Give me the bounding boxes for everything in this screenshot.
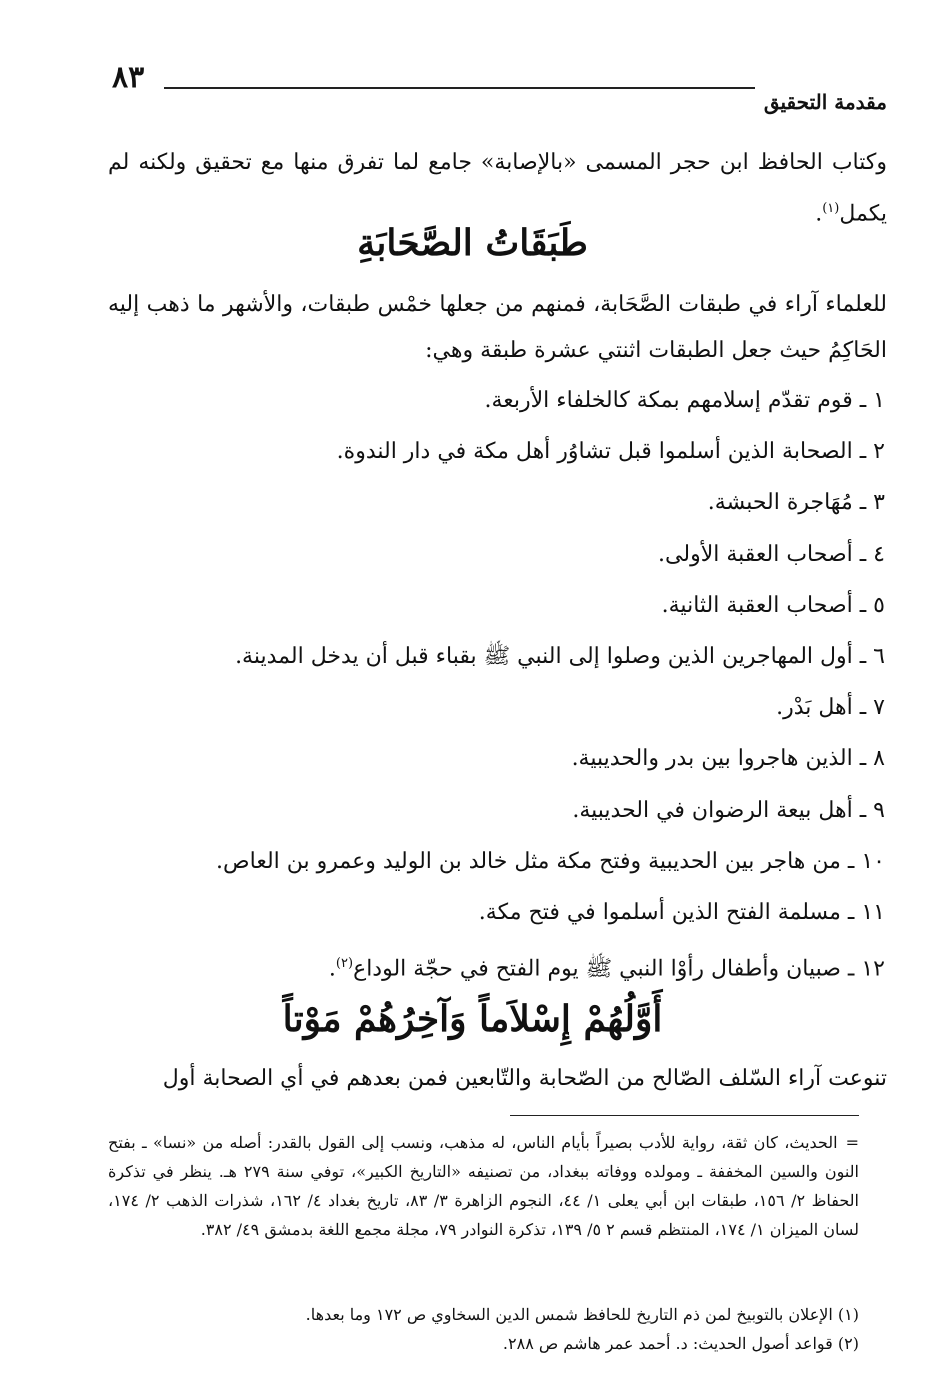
list-item: ٣ ـ مُهَاجرة الحبشة. <box>707 490 885 516</box>
footnote-separator <box>510 1115 859 1116</box>
list-item: ٢ ـ الصحابة الذين أسلموا قبل تشاوُر أهل مكة في دار الندوة. <box>336 439 885 465</box>
header-rule <box>164 87 755 89</box>
section-heading-tabaqat: طَبَقَاتُ الصَّحَابَةِ <box>357 222 588 264</box>
list-item: ٨ ـ الذين هاجروا بين بدر والحديبية. <box>571 746 885 772</box>
tabaqat-list <box>100 378 885 992</box>
section-heading-first-last: أَوَّلُهُمْ إِسْلاَماً وَآخِرُهُمْ مَوْتاً <box>282 998 663 1040</box>
running-title: مقدمة التحقيق <box>763 90 887 114</box>
intro-text: وكتاب الحافظ ابن حجر المسمى «بالإصابة» جامع لما تفرق منها مع تحقيق ولكنه لم يكمل <box>108 150 887 227</box>
list-item: ٥ ـ أصحاب العقبة الثانية. <box>661 592 885 618</box>
list-item: ٧ ـ أهل بَدْر. <box>776 695 885 721</box>
list-item: ٩ ـ أهل بيعة الرضوان في الحديبية. <box>572 797 885 823</box>
list-item-end: . <box>328 956 336 982</box>
list-item: ٤ ـ أصحاب العقبة الأولى. <box>658 541 885 567</box>
continuation-mark: = <box>845 1133 859 1152</box>
footnote-1: (١) الإعلان بالتوبيخ لمن ذم التاريخ للحافظ شمس الدين السخاوي ص ١٧٢ وما بعدها. <box>305 1305 859 1324</box>
footnote-ref-2: (٢) <box>335 956 354 972</box>
first-last-paragraph: تنوعت آراء السّلف الصّالح من الصّحابة والتّابعين فمن بعدهم في أي الصحابة أول <box>162 1066 887 1091</box>
tabaqat-paragraph: للعلماء آراء في طبقات الصَّحَابة، فمنهم من جعلها خمْس طبقات، والأشهر ما ذهب إليه الحَاكِمُ حيث جعل الطبقات اثنتي عشرة طبقة وهي: <box>108 292 887 363</box>
list-item: ٦ ـ أول المهاجرين الذين وصلوا إلى النبي ﷺ بقباء قبل أن يدخل المدينة. <box>235 643 885 669</box>
intro-end: . <box>815 201 823 227</box>
list-item: ١١ ـ مسلمة الفتح الذين أسلموا في فتح مكة. <box>478 899 885 925</box>
running-header <box>112 60 887 114</box>
list-item: ١ ـ قوم تقدّم إسلامهم بمكة كالخلفاء الأربعة. <box>484 388 885 413</box>
page-number: ٨٣ <box>112 60 145 95</box>
list-item: ١٠ ـ من هاجر بين الحديبية وفتح مكة مثل خالد بن الوليد وعمرو بن العاص. <box>216 848 885 874</box>
footnote-continuation <box>108 1128 859 1244</box>
list-item-last <box>100 941 885 992</box>
continuation-text: الحديث، كان ثقة، رواية للأدب بصيراً بأيام الناس، له مذهب، ونسب إلى القول بالقدر: أصله من «نسا» ـ بفتح النون والسين المخففة ـ ومولده ووفاته ببغداد، من تصنيفه «التاريخ الكبير»، توفي سنة ٢٧٩ هـ. ينظر في تذكرة الحفاظ ٢/ ١٥٦، طبقات ابن أبي يعلى ١/ ٤٤، النجوم الزاهرة ٣/ ٨٣، تاريخ بغداد ٤/ ١٦٢، شذرات الذهب ٢/ ١٧٤، لسان الميزان ١/ ١٧٤، المنتظم قسم ٢ ٥/ ١٣٩، تذكرة النوادر ٧٩، مجلة مجمع اللغة بدمشق ٤٩/ ٣٨٢. <box>108 1133 860 1239</box>
footnote-ref-1: (١) <box>822 201 840 216</box>
footnote-2: (٢) قواعد أصول الحديث: د. أحمد عمر هاشم ص ٢٨٨. <box>502 1334 859 1353</box>
list-item-text: ١٢ ـ صبيان وأطفال رأوْا النبي ﷺ يوم الفتح في حجّة الوداع <box>353 956 885 982</box>
